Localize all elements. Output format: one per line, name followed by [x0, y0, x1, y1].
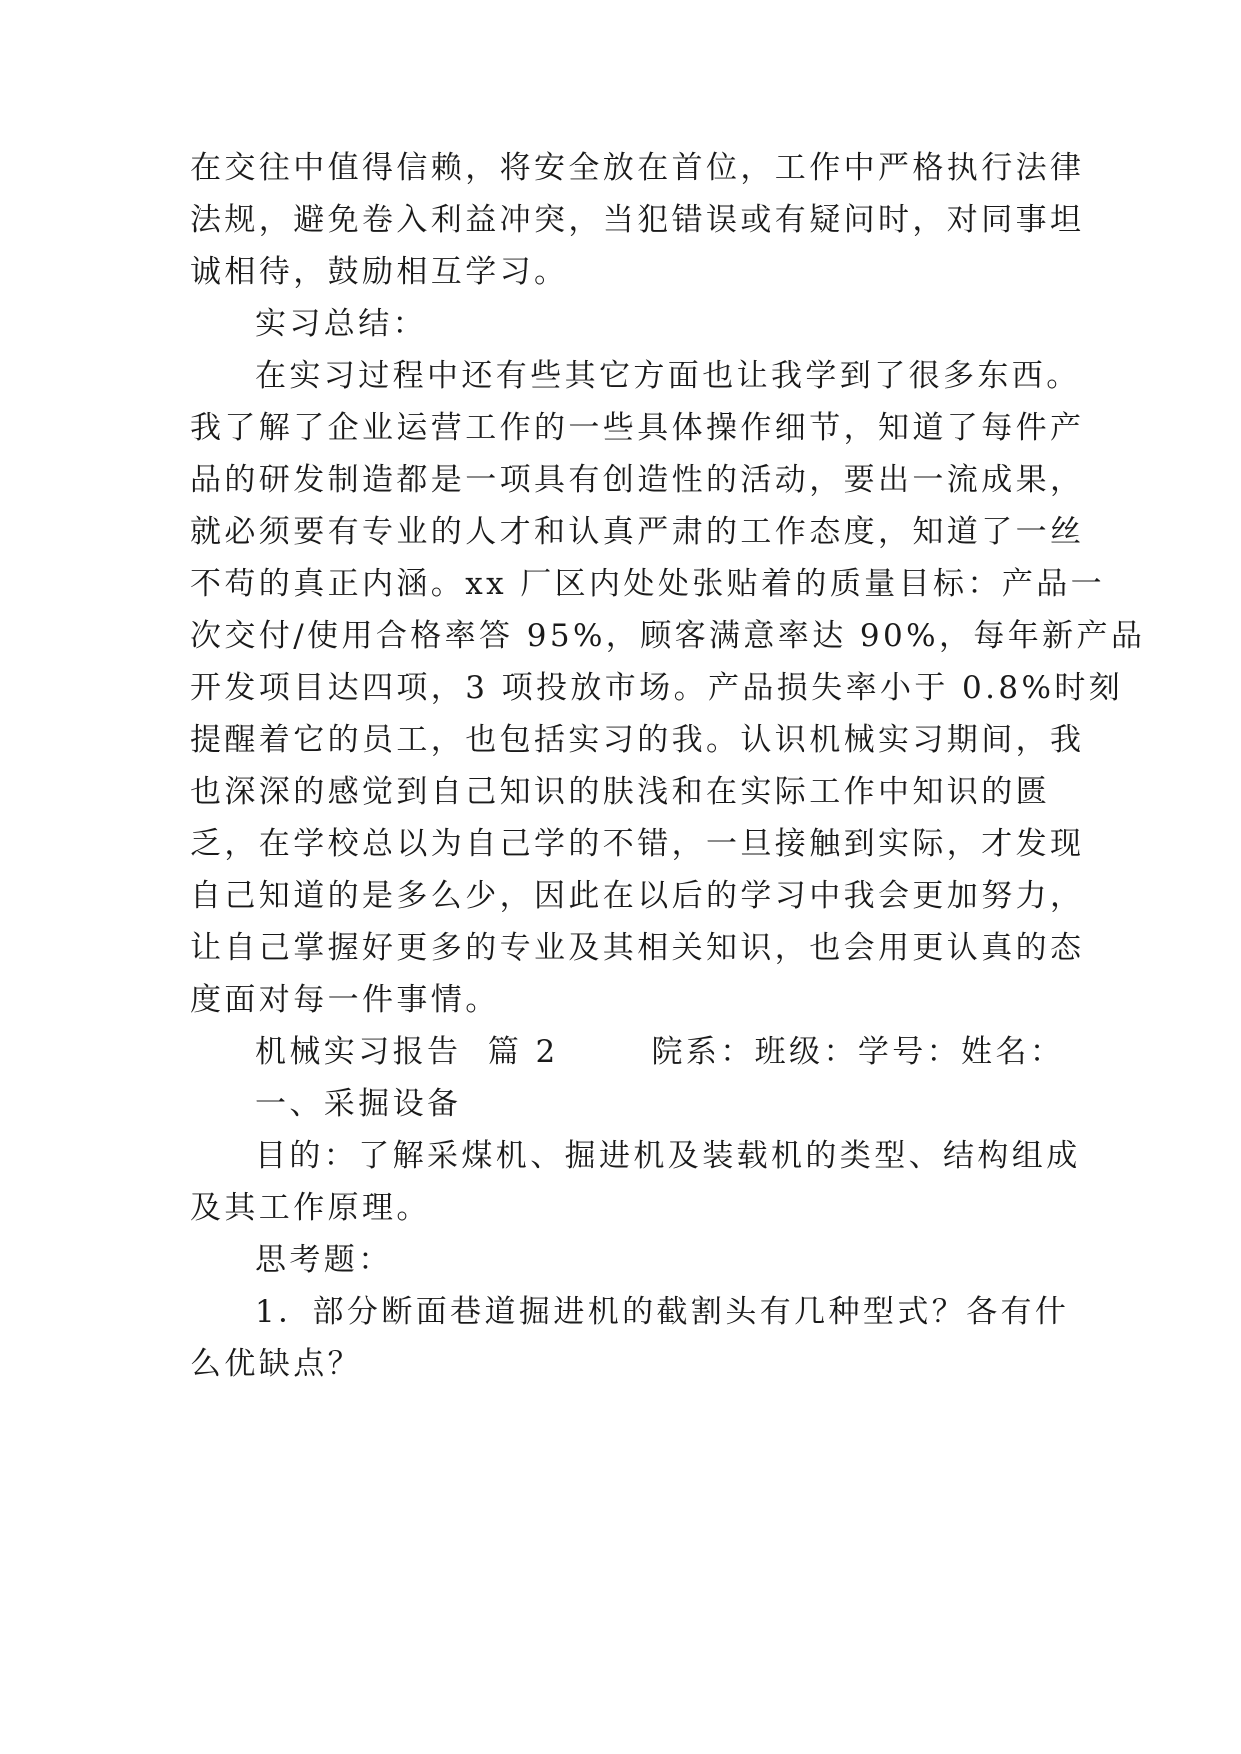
text-line: 在实习过程中还有些其它方面也让我学到了很多东西。 — [255, 358, 1081, 394]
section-heading: 一、采掘设备 — [255, 1086, 462, 1122]
text-line: 开发项目达四项，3 项投放市场。产品损失率小于 0.8%时刻 — [190, 670, 1124, 706]
section-heading: 思考题： — [255, 1242, 393, 1278]
text-line: 就必须要有专业的人才和认真严肃的工作态度，知道了一丝 — [190, 514, 1085, 550]
text-line: 乏，在学校总以为自己学的不错，一旦接触到实际，才发现 — [190, 826, 1085, 862]
report-heading: 机械实习报告 篇 2 院系：班级：学号：姓名： — [255, 1034, 1065, 1070]
text-line: 诚相待，鼓励相互学习。 — [190, 254, 569, 290]
question-line: 么优缺点？ — [190, 1346, 362, 1382]
text-line: 提醒着它的员工，也包括实习的我。认识机械实习期间，我 — [190, 722, 1085, 758]
text-line: 目的：了解采煤机、掘进机及装载机的类型、结构组成 — [255, 1138, 1081, 1174]
text-line: 度面对每一件事情。 — [190, 982, 500, 1018]
question-line: 1．部分断面巷道掘进机的截割头有几种型式？各有什 — [255, 1294, 1070, 1330]
text-line: 不苟的真正内涵。xx 厂区内处处张贴着的质量目标：产品一 — [190, 566, 1106, 602]
text-line: 我了解了企业运营工作的一些具体操作细节，知道了每件产 — [190, 410, 1085, 446]
text-line: 也深深的感觉到自己知识的肤浅和在实际工作中知识的匮 — [190, 774, 1050, 810]
section-heading: 实习总结： — [255, 306, 427, 342]
text-line: 品的研发制造都是一项具有创造性的活动，要出一流成果， — [190, 462, 1085, 498]
text-line: 及其工作原理。 — [190, 1190, 431, 1226]
text-line: 让自己掌握好更多的专业及其相关知识，也会用更认真的态 — [190, 930, 1085, 966]
text-line: 次交付/使用合格率答 95%，顾客满意率达 90%，每年新产品 — [190, 618, 1146, 654]
text-line: 法规，避免卷入利益冲突，当犯错误或有疑问时，对同事坦 — [190, 202, 1085, 238]
text-line: 在交往中值得信赖，将安全放在首位，工作中严格执行法律 — [190, 150, 1085, 186]
text-line: 自己知道的是多么少，因此在以后的学习中我会更加努力， — [190, 878, 1085, 914]
